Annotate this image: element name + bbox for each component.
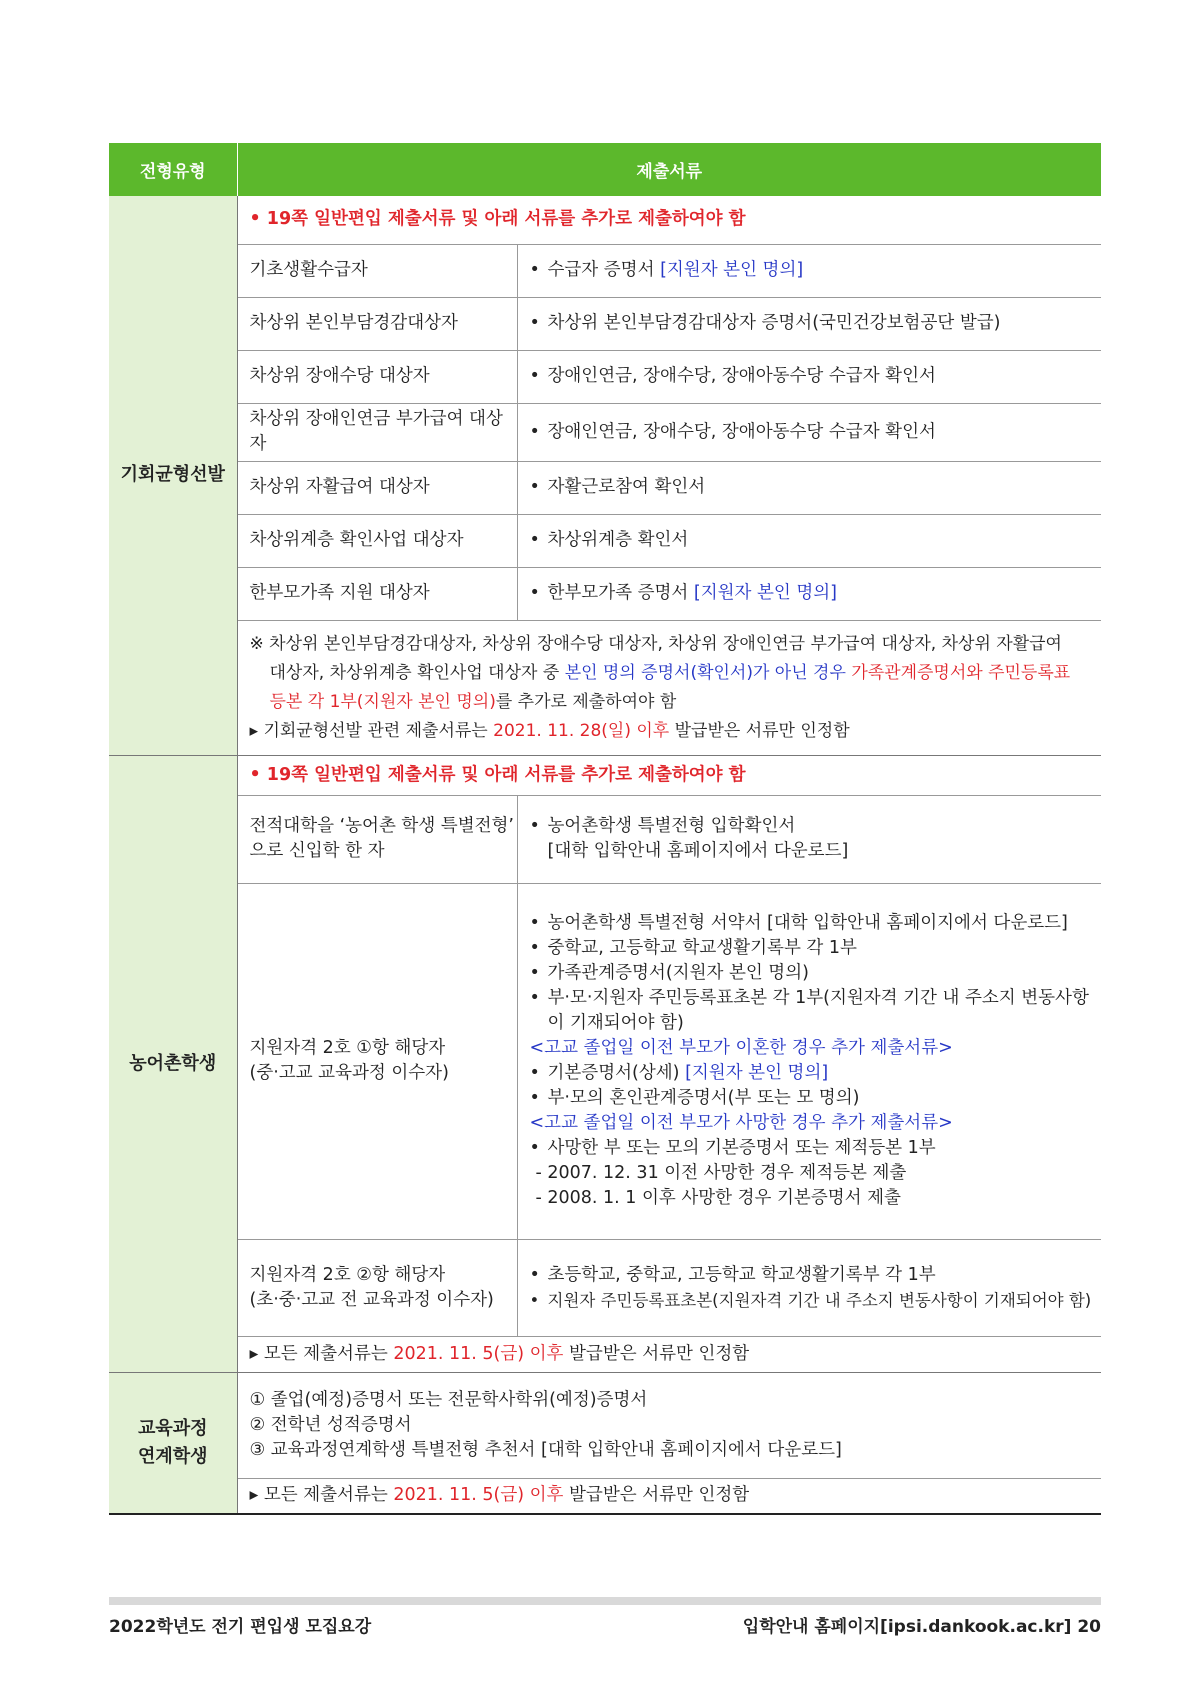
opportunity-label: 차상위 본인부담경감대상자 bbox=[237, 297, 517, 350]
footer-page-info: 입학안내 홈페이지[ipsi.dankook.ac.kr] 20 bbox=[742, 1617, 1101, 1637]
opportunity-label: 차상위 장애인연금 부가급여 대상자 bbox=[237, 403, 517, 461]
opportunity-label: 한부모가족 지원 대상자 bbox=[237, 567, 517, 620]
opportunity-doc: • 차상위계층 확인서 bbox=[530, 528, 1102, 553]
opportunity-label: 차상위 장애수당 대상자 bbox=[237, 350, 517, 403]
footer-divider bbox=[109, 1597, 1101, 1605]
curriculum-doc-list: ① 졸업(예정)증명서 또는 전문학사학위(예정)증명서 ② 전학년 성적증명서 ③ 교육과정연계학생 특별전형 추천서 [대학 입학안내 홈페이지에서 다운로드] bbox=[237, 1372, 1101, 1478]
opportunity-label: 기초생활수급자 bbox=[237, 244, 517, 297]
opportunity-intro: • 19쪽 일반편입 제출서류 및 아래 서류를 추가로 제출하여야 함 bbox=[237, 196, 1101, 244]
farm-intro: • 19쪽 일반편입 제출서류 및 아래 서류를 추가로 제출하여야 함 bbox=[237, 755, 1101, 795]
header-documents: 제출서류 bbox=[237, 143, 1101, 196]
farm-label: 전적대학을 ‘농어촌 학생 특별전형’ 으로 신입학 한 자 bbox=[237, 795, 517, 883]
header-type: 전형유형 bbox=[109, 143, 237, 196]
curriculum-note: ▸ 모든 제출서류는 2021. 11. 5(금) 이후 발급받은 서류만 인정함 bbox=[237, 1478, 1101, 1514]
footer-title: 2022학년도 전기 편입생 모집요강 bbox=[109, 1617, 372, 1637]
opportunity-doc: • 차상위 본인부담경감대상자 증명서(국민건강보험공단 발급) bbox=[530, 311, 1102, 336]
category-opportunity: 기회균형선발 bbox=[109, 196, 237, 755]
opportunity-note: ※ 차상위 본인부담경감대상자, 차상위 장애수당 대상자, 차상위 장애인연금 부가급여 대상자, 차상위 자활급여 대상자, 차상위계층 확인사업 대상자 중 본인 명의 증명서(확인서)가 아닌 경우 가족관계증명서와 주민등록표 등본 각 1부(지원자 본인 명의)를 추가로 제출하여야 함 ▸ 기회균형선발 관련 제출서류는 2021. 11. 28(일) 이후 발급받은 서류만 인정함 bbox=[237, 620, 1101, 755]
farm-label: 지원자격 2호 ①항 해당자 (중‧고교 교육과정 이수자) bbox=[237, 883, 517, 1239]
submission-documents-table bbox=[109, 143, 1101, 1515]
opportunity-doc: • 장애인연금, 장애수당, 장애아동수당 수급자 확인서 bbox=[530, 420, 1102, 445]
opportunity-doc: • 한부모가족 증명서 [지원자 본인 명의] bbox=[530, 581, 1102, 606]
category-curriculum: 교육과정 연계학생 bbox=[109, 1372, 237, 1514]
opportunity-doc: • 장애인연금, 장애수당, 장애아동수당 수급자 확인서 bbox=[530, 364, 1102, 389]
farm-doc-list: • 농어촌학생 특별전형 서약서 [대학 입학안내 홈페이지에서 다운로드] • 중학교, 고등학교 학교생활기록부 각 1부 • 가족관계증명서(지원자 본인 명의) • 부‧모‧지원자 주민등록표초본 각 1부(지원자격 기간 내 주소지 변동사항이 기재되어야 함) <고교 졸업일 이전 부모가 이혼한 경우 추가 제출서류> • 기본증명서(상세) [지원자 본인 명의] • 부‧모의 혼인관계증명서(부 또는 모 명의) <고교 졸업일 이전 부모가 사망한 경우 추가 제출서류> • 사망한 부 또는 모의 기본증명서 또는 제적등본 1부 - 2007. 12. 31 이전 사망한 경우 제적등본 제출 - 2008. 1. 1 이후 사망한 경우 기본증명서 제출 bbox=[517, 883, 1101, 1239]
farm-label: 지원자격 2호 ②항 해당자 (초‧중‧고교 전 교육과정 이수자) bbox=[237, 1239, 517, 1336]
farm-doc-list: • 초등학교, 중학교, 고등학교 학교생활기록부 각 1부 • 지원자 주민등록표초본(지원자격 기간 내 주소지 변동사항이 기재되어야 함) bbox=[517, 1239, 1101, 1336]
opportunity-label: 차상위계층 확인사업 대상자 bbox=[237, 514, 517, 567]
farm-note: ▸ 모든 제출서류는 2021. 11. 5(금) 이후 발급받은 서류만 인정함 bbox=[237, 1336, 1101, 1372]
farm-doc: • 농어촌학생 특별전형 입학확인서 [대학 입학안내 홈페이지에서 다운로드] bbox=[517, 795, 1101, 883]
opportunity-doc: • 자활근로참여 확인서 bbox=[530, 475, 1102, 500]
category-farm: 농어촌학생 bbox=[109, 755, 237, 1372]
opportunity-doc: • 수급자 증명서 [지원자 본인 명의] bbox=[530, 258, 1102, 283]
opportunity-label: 차상위 자활급여 대상자 bbox=[237, 461, 517, 514]
